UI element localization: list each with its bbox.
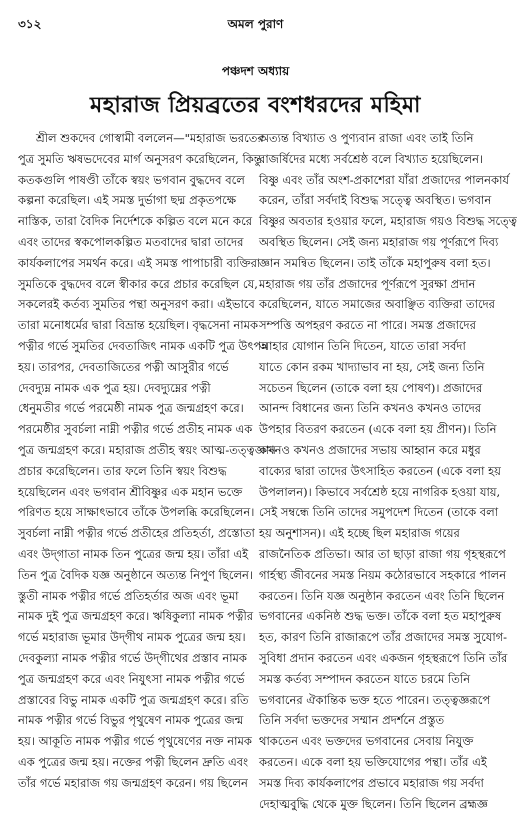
text-line: তারা মনোধর্মের দ্বারা বিভ্রান্ত হয়েছিল। বৃদ্ধসেনা নামক — [18, 315, 254, 336]
text-line: করতেন। একে বলা হয় ভক্তিযোগের পন্থা। তাঁর এই — [259, 752, 495, 773]
text-line: দেবদ্যুম্ন নামক এক পুত্র হয়। দেবদ্যুম্নের পত্নী — [18, 378, 254, 399]
text-line: তাঁর গর্ভে মহারাজ গয় জন্মগ্রহণ করেন। গয় ছিলেন — [18, 773, 254, 794]
text-line: পরমেষ্ঠীর সুবর্চলা নাম্নী পত্নীর গর্ভে প্রতীহ নামক এক — [18, 419, 254, 440]
text-line: অবস্থিত ছিলেন। সেই জন্য মহারাজ গয় পূর্ণরূপে দিব্য — [259, 232, 495, 253]
text-line: উপহার বিতরণ করতেন (একে বলা হয় প্রীণন)। তিনি — [259, 419, 495, 440]
text-line: কখনও কখনও প্রজাদের সভায় আহ্বান করে মধুর — [259, 440, 495, 461]
text-line: হয়। তারপর, দেবতাজিতের পত্নী আসুরীর গর্ভে — [18, 357, 254, 378]
text-line: আনন্দ বিধানের জন্য তিনি কখনও কখনও তাদের — [259, 398, 495, 419]
text-line: প্রস্তাবের বিভু নামক একটি পুত্র জন্মগ্রহণ করে। রতি — [18, 690, 254, 711]
text-line: শ্রীল শুকদেব গোস্বামী বললেন—"মহারাজ ভরতের — [18, 128, 254, 149]
text-line: নামক পত্নীর গর্ভে বিভুর পৃথুষেণ নামক পুত্রের জন্ম — [18, 710, 254, 731]
text-line: গার্হস্থ্য জীবনের সমস্ত নিয়ম কঠোরভাবে সহকারে পালন — [259, 565, 495, 586]
text-line: উপলালন)। কিভাবে সর্বশ্রেষ্ঠ হয়ে নাগরিক হওয়া যায়, — [259, 482, 495, 503]
page-number: ৩১২ — [18, 16, 41, 36]
text-line: এবং উদ্‌গাতা নামক তিন পুত্রের জন্ম হয়। তাঁরা এই — [18, 544, 254, 565]
text-line: পুত্র সুমতি ঋষভদেবের মার্গ অনুসরণ করেছিলেন, কিন্তু — [18, 149, 254, 170]
text-line: হয়। আকূতি নামক পত্নীর গর্ভে পৃথুষেণের নক্ত নামক — [18, 731, 254, 752]
text-line: সমস্ত দিব্য কার্যকলাপের প্রভাবে মহারাজ গয় সর্বদা — [259, 773, 495, 794]
text-line: বিষ্ণু এবং তাঁর অংশ-প্রকাশেরা যাঁরা প্রজাদের পালনকার্য — [259, 170, 495, 191]
text-line: পুত্র জন্মগ্রহণ করে। মহারাজ প্রতীহ স্বয়ং আত্ম-তত্ত্বজ্ঞান — [18, 440, 254, 461]
text-line: সকলেরই কর্তব্য সুমতির পন্থা অনুসরণ করা। এইভাবে — [18, 294, 254, 315]
text-line: কার্যকলাপের সমর্থন করে। এই সমস্ত পাপাচারী ব্যক্তিরা — [18, 253, 254, 274]
text-line: গর্ভে মহারাজ ভূমার উদ্‌গীথ নামক পুত্রের জন্ম হয়। — [18, 627, 254, 648]
text-line: পুত্র জন্মগ্রহণ করে এবং নিযুৎসা নামক পত্নীর গর্ভে — [18, 669, 254, 690]
text-line: প্রচার করেছিলেন। তার ফলে তিনি স্বয়ং বিশুদ্ধ — [18, 461, 254, 482]
text-line: রাজনৈতিক প্রতিভা। আর তা ছাড়া রাজা গয় গৃহস্থরূপে — [259, 544, 495, 565]
text-line: হত, কারণ তিনি রাজারূপে তাঁর প্রজাদের সমস্ত সুযোগ- — [259, 627, 495, 648]
text-line: অত্যন্ত বিখ্যাত ও পুণ্যবান রাজা এবং তাই তিনি — [259, 128, 495, 149]
text-line: করেন, তাঁরা সর্বদাই বিশুদ্ধ সত্ত্বে অবস্থিত। ভগবান — [259, 190, 495, 211]
text-line: ভগবানের ঐকান্তিক ভক্ত হতে পারেন। তত্ত্বজ্ঞরূপে — [259, 690, 495, 711]
text-line: ভগবানের একনিষ্ঠ শুদ্ধ ভক্ত। তাঁকে বলা হত মহাপুরুষ — [259, 606, 495, 627]
text-line: নাস্তিক, তারা বৈদিক নির্দেশকে কল্পিত বলে মনে করে — [18, 211, 254, 232]
text-line: নামক দুই পুত্র জন্মগ্রহণ করে। ঋষিকুল্যা নামক পত্নীর — [18, 606, 254, 627]
text-line: এবং তাদের স্বকপোলকল্পিত মতবাদের দ্বারা তাদের — [18, 232, 254, 253]
text-line: সম্পত্তি অপহরণ করতে না পারে। সমস্ত প্রজাদের — [259, 315, 495, 336]
text-line: সুবিধা প্রদান করতেন এবং একজন গৃহস্থরূপে তিনি তাঁর — [259, 648, 495, 669]
text-line: থাকতেন এবং ভক্তদের ভগবানের সেবায় নিযুক্ত — [259, 731, 495, 752]
text-line: স্তুতী নামক পত্নীর গর্ভে প্রতিহর্তার অজ এবং ভূমা — [18, 586, 254, 607]
text-line: রাজর্ষিদের মধ্যে সর্বশ্রেষ্ঠ বলে বিখ্যাত হয়েছিলেন। — [259, 149, 495, 170]
text-line: করেছিলেন, যাতে সমাজের অবাঞ্ছিত ব্যক্তিরা তাদের — [259, 294, 495, 315]
text-line: বাক্যের দ্বারা তাদের উৎসাহিত করতেন (একে বলা হয় — [259, 461, 495, 482]
text-line: দেহাত্মবুদ্ধি থেকে মুক্ত ছিলেন। তিনি ছিলেন ব্রহ্মজ্ঞ — [259, 794, 495, 814]
text-line: আহার যোগান তিনি দিতেন, যাতে তারা সর্বদা — [259, 336, 495, 357]
text-line: তিনি সর্বদা ভক্তদের সম্মান প্রদর্শনে প্রস্তুত — [259, 710, 495, 731]
text-line: কতকগুলি পাষণ্ডী তাঁকে স্বয়ং ভগবান বুদ্ধদেব বলে — [18, 170, 254, 191]
text-line: কল্পনা করেছিল। এই সমস্ত দুর্ভাগা ছদ্ম প্রকৃতপক্ষে — [18, 190, 254, 211]
right-text-column — [259, 128, 495, 684]
running-title: অমল পুরাণ — [0, 16, 511, 36]
text-line: তিন পুত্র বৈদিক যজ্ঞ অনুষ্ঠানে অত্যন্ত নিপুণ ছিলেন। — [18, 565, 254, 586]
chapter-heading: পঞ্চদশ অধ্যায় — [0, 63, 511, 83]
text-line: এক পুত্রের জন্ম হয়। নক্তের পত্নী ছিলেন দ্রুতি এবং — [18, 752, 254, 773]
text-line: যাতে কোন রকম খাদ্যাভাব না হয়, সেই জন্য তিনি — [259, 357, 495, 378]
chapter-title: মহারাজ প্রিয়ব্রতের বংশধরদের মহিমা — [0, 88, 511, 125]
text-line: হয় অনুশাসন)। এই হচ্ছে ছিল মহারাজ গয়ের — [259, 523, 495, 544]
text-line: পরিণত হয়ে সাক্ষাৎভাবে তাঁকে উপলব্ধি করেছিলেন। — [18, 502, 254, 523]
text-line: সচেতন ছিলেন (তাকে বলা হয় পোষণ)। প্রজাদের — [259, 378, 495, 399]
text-line: সমস্ত কর্তব্য সম্পাদন করতেন যাতে চরমে তিনি — [259, 669, 495, 690]
text-line: পত্নীর গর্ভে সুমতির দেবতাজিৎ নামক একটি পুত্র উৎপন্ন — [18, 336, 254, 357]
text-line: বিষ্ণুর অবতার হওয়ার ফলে, মহারাজ গয়ও বিশুদ্ধ সত্ত্বে — [259, 211, 495, 232]
text-line: সুবর্চলা নাম্নী পত্নীর গর্ভে প্রতীহের প্রতিহর্তা, প্রস্তোতা — [18, 523, 254, 544]
text-line: করতেন। তিনি যজ্ঞ অনুষ্ঠান করতেন এবং তিনি ছিলেন — [259, 586, 495, 607]
text-line: জ্ঞান সমন্বিত ছিলেন। তাই তাঁকে মহাপুরুষ বলা হত। — [259, 253, 495, 274]
text-line: দেবকুল্যা নামক পত্নীর গর্ভে উদ্‌গীথের প্রস্তাব নামক — [18, 648, 254, 669]
text-line: সেই সম্বন্ধে তিনি তাদের সমুপদেশ দিতেন (তাকে বলা — [259, 502, 495, 523]
left-text-column — [18, 128, 254, 684]
text-line: হয়েছিলেন এবং ভগবান শ্রীবিষ্ণুর এক মহান ভক্তে — [18, 482, 254, 503]
text-line: মহারাজ গয় তাঁর প্রজাদের পূর্ণরূপে সুরক্ষা প্রদান — [259, 274, 495, 295]
text-line: সুমতিকে বুদ্ধদেব বলে স্বীকার করে প্রচার করেছিল যে, — [18, 274, 254, 295]
text-line: ধেনুমতীর গর্ভে পরমেষ্ঠী নামক পুত্র জন্মগ্রহণ করে। — [18, 398, 254, 419]
